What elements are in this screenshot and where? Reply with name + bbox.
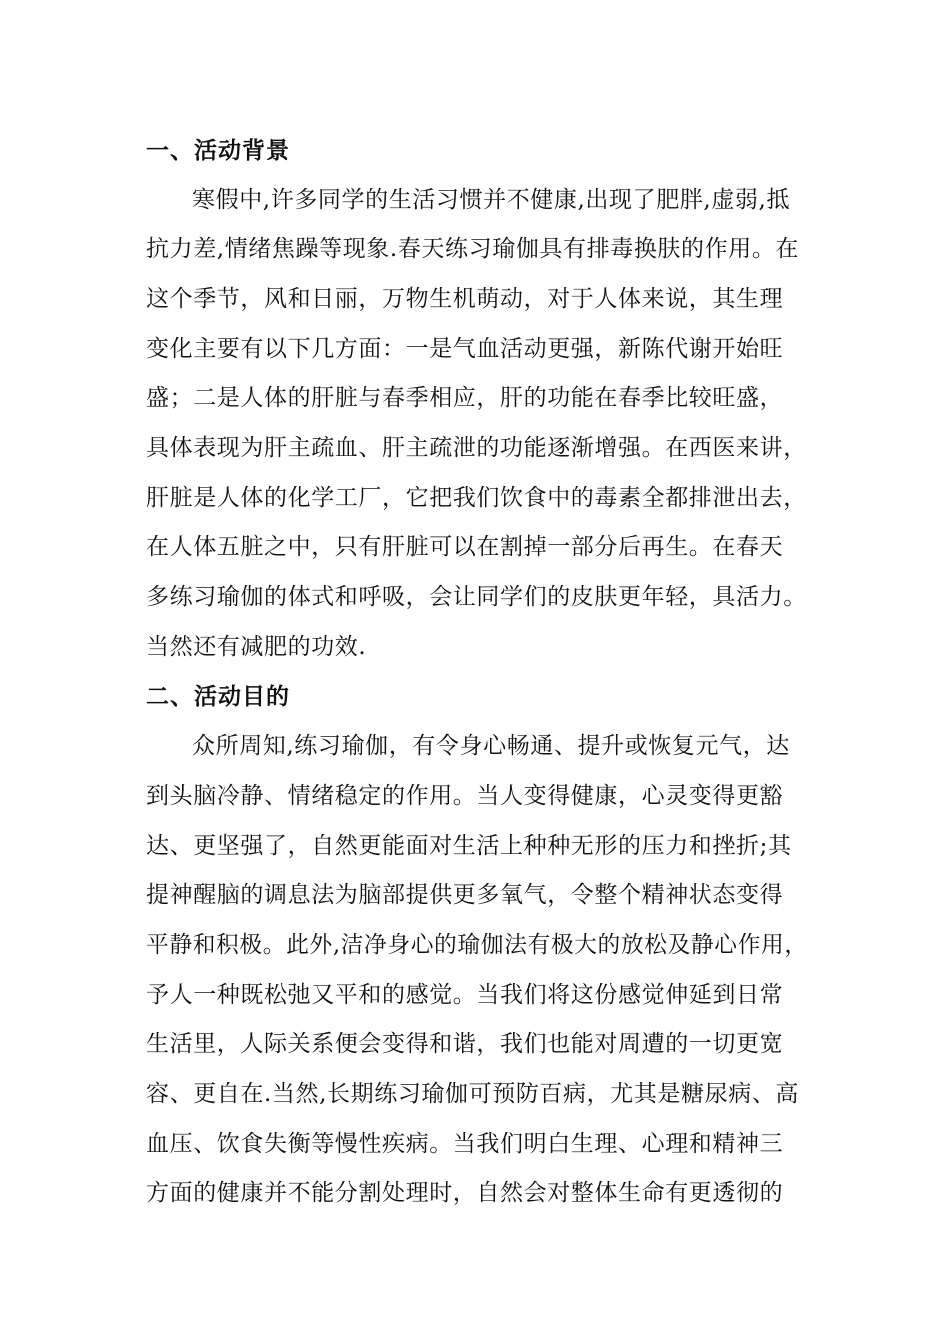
paragraph-line: 到头脑冷静、情绪稳定的作用。当人变得健康，心灵变得更豁 bbox=[146, 783, 784, 809]
paragraph-line: 这个季节，风和日丽，万物生机萌动，对于人体来说，其生理 bbox=[146, 286, 784, 312]
paragraph-line: 寒假中,许多同学的生活习惯并不健康,出现了肥胖,虚弱,抵 bbox=[192, 187, 791, 213]
paragraph-line: 予人一种既松弛又平和的感觉。当我们将这份感觉伸延到日常 bbox=[146, 982, 784, 1008]
paragraph-line: 方面的健康并不能分割处理时，自然会对整体生命有更透彻的 bbox=[146, 1180, 784, 1206]
paragraph-line: 变化主要有以下几方面：一是气血活动更强，新陈代谢开始旺 bbox=[146, 336, 784, 362]
paragraph-line: 盛；二是人体的肝脏与春季相应，肝的功能在春季比较旺盛， bbox=[146, 385, 784, 411]
paragraph-line: 众所周知,练习瑜伽，有令身心畅通、提升或恢复元气，达 bbox=[192, 733, 790, 759]
paragraph-line: 在人体五脏之中，只有肝脏可以在割掉一部分后再生。在春天 bbox=[146, 534, 784, 560]
paragraph-line: 容、更自在.当然,长期练习瑜伽可预防百病，尤其是糖尿病、高 bbox=[146, 1081, 800, 1107]
paragraph-line: 提神醒脑的调息法为脑部提供更多氧气，令整个精神状态变得 bbox=[146, 882, 784, 908]
paragraph-line: 生活里，人际关系便会变得和谐，我们也能对周遭的一切更宽 bbox=[146, 1031, 784, 1057]
paragraph-line: 多练习瑜伽的体式和呼吸，会让同学们的皮肤更年轻，具活力。 bbox=[146, 584, 807, 610]
section-heading-purpose: 二、活动目的 bbox=[146, 683, 290, 710]
paragraph-line: 肝脏是人体的化学工厂，它把我们饮食中的毒素全都排泄出去， bbox=[146, 485, 807, 511]
paragraph-line: 当然还有减肥的功效. bbox=[146, 634, 367, 660]
paragraph-line: 平静和积极。此外,洁净身心的瑜伽法有极大的放松及静心作用， bbox=[146, 932, 808, 958]
paragraph-line: 血压、饮食失衡等慢性疾病。当我们明白生理、心理和精神三 bbox=[146, 1131, 784, 1157]
paragraph-line: 具体表现为肝主疏血、肝主疏泄的功能逐渐增强。在西医来讲， bbox=[146, 435, 807, 461]
paragraph-line: 达、更坚强了，自然更能面对生活上种种无形的压力和挫折;其 bbox=[146, 833, 792, 859]
section-heading-background: 一、活动背景 bbox=[146, 137, 290, 164]
paragraph-line: 抗力差,情绪焦躁等现象.春天练习瑜伽具有排毒换肤的作用。在 bbox=[146, 236, 800, 262]
